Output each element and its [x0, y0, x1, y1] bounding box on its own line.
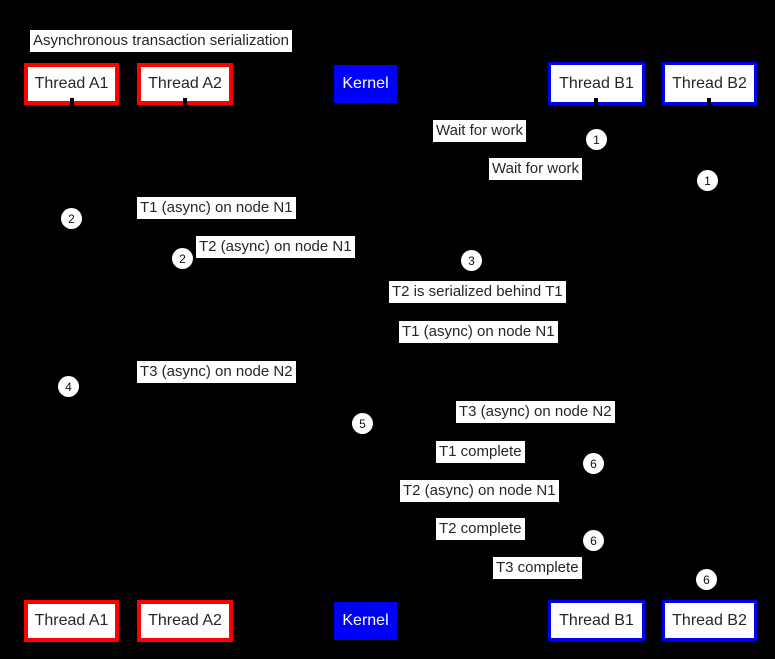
sequence-marker-6: 6 — [583, 530, 604, 551]
lifeline-stub — [70, 98, 74, 105]
message-t2-serialized-behind-t1: T2 is serialized behind T1 — [389, 281, 566, 303]
actor-label: Thread A2 — [148, 612, 222, 629]
message-wait-for-work-b1: Wait for work — [433, 120, 526, 142]
message-t1-complete: T1 complete — [436, 441, 525, 463]
message-t1-async-node-n1: T1 (async) on node N1 — [137, 197, 296, 219]
sequence-marker-1: 1 — [586, 129, 607, 150]
message-t1-async-node-n1-kernel: T1 (async) on node N1 — [399, 321, 558, 343]
message-t3-complete: T3 complete — [493, 557, 582, 579]
actor-bottom-thread-a2 — [137, 600, 233, 642]
message-t2-complete: T2 complete — [436, 518, 525, 540]
message-wait-for-work-b2: Wait for work — [489, 158, 582, 180]
actor-label: Thread A1 — [34, 75, 109, 92]
actor-label: Thread A2 — [148, 75, 222, 92]
actor-label: Thread B2 — [672, 611, 747, 629]
diagram-title: Asynchronous transaction serialization — [30, 30, 292, 52]
lifeline-stub — [707, 98, 711, 105]
actor-bottom-thread-a1 — [24, 600, 119, 642]
actor-bottom-kernel — [334, 602, 397, 640]
actor-label: Kernel — [342, 75, 389, 92]
actor-top-kernel — [334, 65, 397, 103]
message-t2-async-node-n1: T2 (async) on node N1 — [196, 236, 355, 258]
actor-label: Kernel — [342, 612, 389, 629]
sequence-marker-2: 2 — [61, 208, 82, 229]
message-t3-async-node-n2-kernel: T3 (async) on node N2 — [456, 401, 615, 423]
actor-label: Thread B1 — [559, 611, 634, 629]
lifeline-stub — [594, 98, 598, 105]
message-t3-async-node-n2: T3 (async) on node N2 — [137, 361, 296, 383]
actor-bottom-thread-b1 — [548, 600, 645, 641]
message-t2-async-node-n1-kernel: T2 (async) on node N1 — [400, 480, 559, 502]
actor-label: Thread A1 — [34, 612, 109, 629]
sequence-marker-5: 5 — [352, 413, 373, 434]
sequence-marker-3: 3 — [461, 250, 482, 271]
sequence-marker-2: 2 — [172, 248, 193, 269]
sequence-marker-6: 6 — [583, 453, 604, 474]
actor-label: Thread B1 — [559, 74, 634, 92]
sequence-marker-6: 6 — [696, 569, 717, 590]
sequence-marker-1: 1 — [697, 170, 718, 191]
lifeline-stub — [183, 98, 187, 105]
actor-bottom-thread-b2 — [662, 600, 757, 641]
sequence-marker-4: 4 — [58, 376, 79, 397]
actor-label: Thread B2 — [672, 74, 747, 92]
